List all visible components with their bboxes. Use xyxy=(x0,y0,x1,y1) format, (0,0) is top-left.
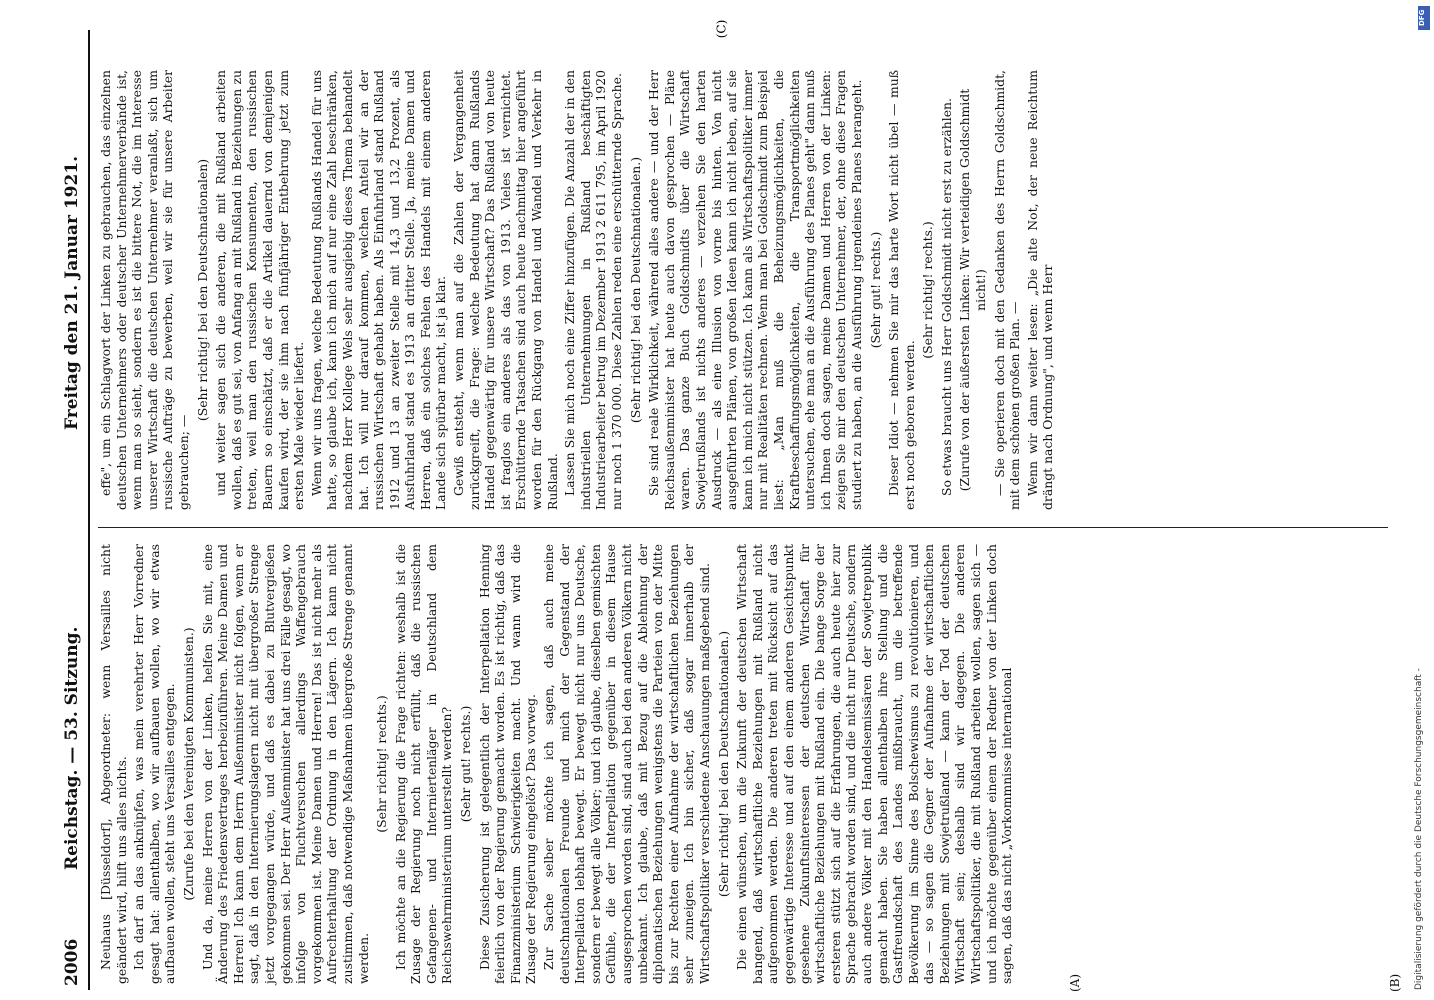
paragraph: Gewiß entsteht, wenn man auf die Zahlen der Vergangenheit zurückgreift, die Frage: welche Bedeutung hat dann Rußlands Handel gegenwärtig für unsere Wirtschaft? Das Rußland von heute ist fraglos ein anderes als das von 1913. Vieles ist vernichtet. Erschütternde Tatsachen sind auch heute nachmittag hier angeführt worden für den Rückgang von Handel und Wandel und Verkehr in Rußland. xyxy=(451,70,560,510)
paragraph: effe", um ein Schlagwort der Linken zu gebrauchen, das einzelnen deutschen Unternehmers oder deutscher Unternehmerverbände ist, wenn man so sieht, sondern es ist die bittere Not, die im Interesse unserer Wirtschaft die deutschen Unternehmer veranlaßt, sich um russische Aufträge zu bewerben, weil wir sie für unsere Arbeiter gebrauchen; — xyxy=(98,70,191,510)
paragraph: Sie sind reale Wirklichkeit, während alles andere — und der Herr Reichsaußenminister hat heute auch davon gesprochen — Pläne waren. Das ganze Buch Goldschmidts über die Wirtschaft Sowjetrußlands ist nichts anderes — verzeihen Sie den harten Ausdruck — als eine Illusion von vorne bis hinten. Von nicht ausgeführten Plänen, von großen Ideen kann ich nicht leben, auf sie kann ich mich nicht stützen. Ich kann als Wirtschaftspolitiker immer nur mit Realitäten rechnen. Wenn man bei Goldschmidt zum Beispiel liest: „Man muß die Beheizungsmöglichkeiten, die Kraftbeschaffungsmöglichkeiten, die Transportmöglichkeiten untersuchen, ehe man an die Ausführung des Planes geht" dann muß ich Ihnen doch sagen, meine Damen und Herren von der Linken: zeigen Sie mir den deutschen Unternehmer, der, ohne diese Fragen studiert zu haben, an die Ausführung irgendeines Planes herangeht. xyxy=(646,70,864,510)
paragraph: Ich darf an das anknüpfen, was mein verehrter Herr Vorredner gesagt hat: allenthalben, wo wir aufbauen wollen, wo wir etwas aufbauen wollen, steht uns Versailles entgegen. xyxy=(131,544,178,984)
paragraph: (Sehr richtig! bei den Deutschnationalen.) xyxy=(715,630,731,898)
margin-marker-c: (C) xyxy=(714,19,729,39)
paragraph: Wenn wir uns fragen, welche Bedeutung Rußlands Handel für uns hatte, so glaube ich, kann ich mich auf nur eine Zahl beschränken, nachdem Herr Kollege Wels sehr ausgiebig dieses Thema behandelt hat. Ich will nur darauf kommen, welchen Anteil wir an der russischen Wirtschaft gehabt haben. Als Einfuhrland stand Rußland 1912 und 13 an zweiter Stelle mit 14,3 und 13,2 Prozent, als Ausfuhrland stand es 1913 an dritter Stelle. Ja, meine Damen und Herren, daß ein solches Fehlen des Handels mit einem anderen Lande sich spürbar macht, ist ja klar. xyxy=(308,70,449,510)
margin-marker-b: (B) xyxy=(1388,973,1402,992)
dfg-logo: DFG xyxy=(1418,6,1430,30)
rotated-page-content xyxy=(58,30,1402,992)
paragraph: Diese Zusicherung ist gelegentlich der Interpellation Henning feierlich von der Regierung gemacht worden. Es ist richtig, daß das Finanzministerium Schwierigkeiten macht. Und wann wird die Zusage der Regierung eingelöst? Das vorweg. xyxy=(476,544,539,984)
paragraph: (Sehr richtig! rechts.) xyxy=(374,695,390,833)
paragraph: (Sehr richtig! bei den Deutschnationalen) xyxy=(194,158,210,422)
right-column xyxy=(98,70,1388,510)
paragraph: — Sie operieren doch mit den Gedanken des Herrn Goldschmidt, mit dem schönen großen Plan. — xyxy=(991,70,1023,510)
date-title: Freitag den 21. Januar 1921. xyxy=(62,155,82,430)
page-header xyxy=(58,30,90,990)
document-page xyxy=(58,30,1402,992)
paragraph: Wenn wir dann weiter lesen: „Die alte Not, der neue Reichtum drängt nach Ordnung", und wenn Herr xyxy=(1024,70,1056,510)
column-divider xyxy=(98,527,1388,528)
digitization-credit: Digitalisierung gefördert durch die Deutsche Forschungsgemeinschaft - xyxy=(1414,668,1424,990)
paragraph: Dieser Idiot — nehmen Sie mir das harte Wort nicht übel — muß erst noch geboren werden. xyxy=(886,70,917,510)
paragraph: (Sehr richtig! bei den Deutschnationalen.) xyxy=(627,156,643,424)
paragraph: Und da, meine Herren von der Linken, helfen Sie mit, eine Änderung des Friedensvertrages herbeizuführen. Meine Damen und Herren! Ich kann dem Herrn Außenminister nicht folgen, wenn er sagt, daß in den Internierungslagern nicht mit übergroßer Strenge jetzt vorgegangen würde, und daß es dabei zu Blutvergießen gekommen sei. Der Herr Außenminister hat uns drei Fälle gesagt, wo infolge von Fluchtversuchen allerdings Waffengebrauch vorgekommen ist. Meine Damen und Herren! Das ist nicht mehr als Aufrechterhaltung der Ordnung in den Lägern. Ich kann nicht zustimmen, daß notwendige Maßnahmen übergroße Strenge genannt werden. xyxy=(199,544,371,984)
paragraph: (Sehr gut! rechts.) xyxy=(867,231,883,349)
paragraph: (Sehr richtig! rechts.) xyxy=(920,221,936,359)
paragraph: Die einen wünschen, um die Zukunft der deutschen Wirtschaft bangend, daß wirtschaftliche Beziehungen mit Rußland nicht aufgenommen werden. Die anderen treten mit Rücksicht auf das gegenwärtige Interesse und auf den einem anderen Gesichtspunkt gesehene Zukunftsinteressen der deutschen Wirtschaft für wirtschaftliche Beziehungen mit Rußland ein. Die bange Sorge der ersteren stützt sich auf die Erfahrungen, die auch heute hier zur Sprache gebracht worden sind, und die nicht nur Deutsche, sondern auch andere Völker mit den Handelsemissären der Sowjetrepublik gemacht haben. Sie haben allenthalben ihre Stellung und die Gastfreundschaft des Landes mißbraucht, um die betreffende Bevölkerung im Sinne des Bolschewismus zu revolutionieren, und das — so sagen die Gegner der Aufnahme der wirtschaftlichen Beziehungen mit Sowjetrußland — kann der Tod der deutschen Wirtschaft sein; deshalb sind wir dagegen. Die anderen Wirtschaftspolitiker, die mit Rußland arbeiten wollen, sagen sich — und ich möchte gegenüber einem der Redner von der Linken doch sagen, daß das nicht „Vorkommnisse international xyxy=(734,544,1015,984)
left-column xyxy=(98,544,1388,984)
paragraph: Lassen Sie mich noch eine Ziffer hinzufügen. Die Anzahl der in den industriellen Unternehmungen in Rußland beschäftigten Industriearbeiter betrug im Dezember 1913 2 611 795, im April 1920 nur noch 1 370 000. Diese Zahlen reden eine erschütternde Sprache. xyxy=(562,70,624,510)
paragraph: Zur Sache selber möchte ich sagen, daß auch meine deutschnationalen Freunde und mich der Gegenstand der Interpellation lebhaft bewegt. Er bewegt nicht nur uns Deutsche, sondern er bewegt alle Völker; und ich glaube, dieselben gemischten Gefühle, die der Interpellation gegenüber in diesem Hause ausgesprochen worden sind, sind auch bei den anderen Völkern nicht unbekannt. Ich glaube, daß mit Bezug auf die Ablehnung der diplomatischen Beziehungen wenigstens die Parteien von der Mitte bis zur Rechten einer Aufnahme der wirtschaftlichen Beziehungen sehr zuneigen. Ich bin sicher, daß sogar innerhalb der Wirtschaftspolitiker verschiedene Anschauungen maßgebend sind. xyxy=(541,544,712,984)
paragraph: Neuhaus [Düsseldorf], Abgeordneter: wenn Versailles nicht geändert wird, hilft uns alles nichts. xyxy=(98,544,129,984)
paragraph: So etwas braucht uns Herr Goldschmidt nicht erst zu erzählen. xyxy=(938,98,954,496)
paragraph: (Zurufe bei den Vereinigten Kommunisten.) xyxy=(180,627,196,901)
page-number: 2006 xyxy=(62,938,82,986)
session-title: Reichstag. — 53. Sitzung. xyxy=(62,626,82,870)
paragraph: (Zurufe von der äußersten Linken: Wir verteidigen Goldschmidt nicht!) xyxy=(957,88,989,492)
paragraph: und weiter sagen sich die anderen, die mit Rußland arbeiten wollen, daß es gut sei, von Anfang an mit Rußland in Beziehungen zu treten, weil man den russischen Konsumenten, den russischen Bauern so einschätzt, daß er die Artikel dauernd von demjenigen kaufen wird, der sie ihm nach fünfjähriger Entbehrung jetzt zum ersten Male wieder liefert. xyxy=(213,70,307,510)
paragraph: Ich möchte an die Regierung die Frage richten: weshalb ist die Zusage der Regierung noch nicht erfüllt, daß die russischen Gefangenen- und Interniertenläger in Deutschland dem Reichswehrministerium unterstellt werden? xyxy=(392,544,455,984)
margin-marker-a: (A) xyxy=(1068,973,1082,992)
paragraph: (Sehr gut! rechts.) xyxy=(458,705,474,823)
